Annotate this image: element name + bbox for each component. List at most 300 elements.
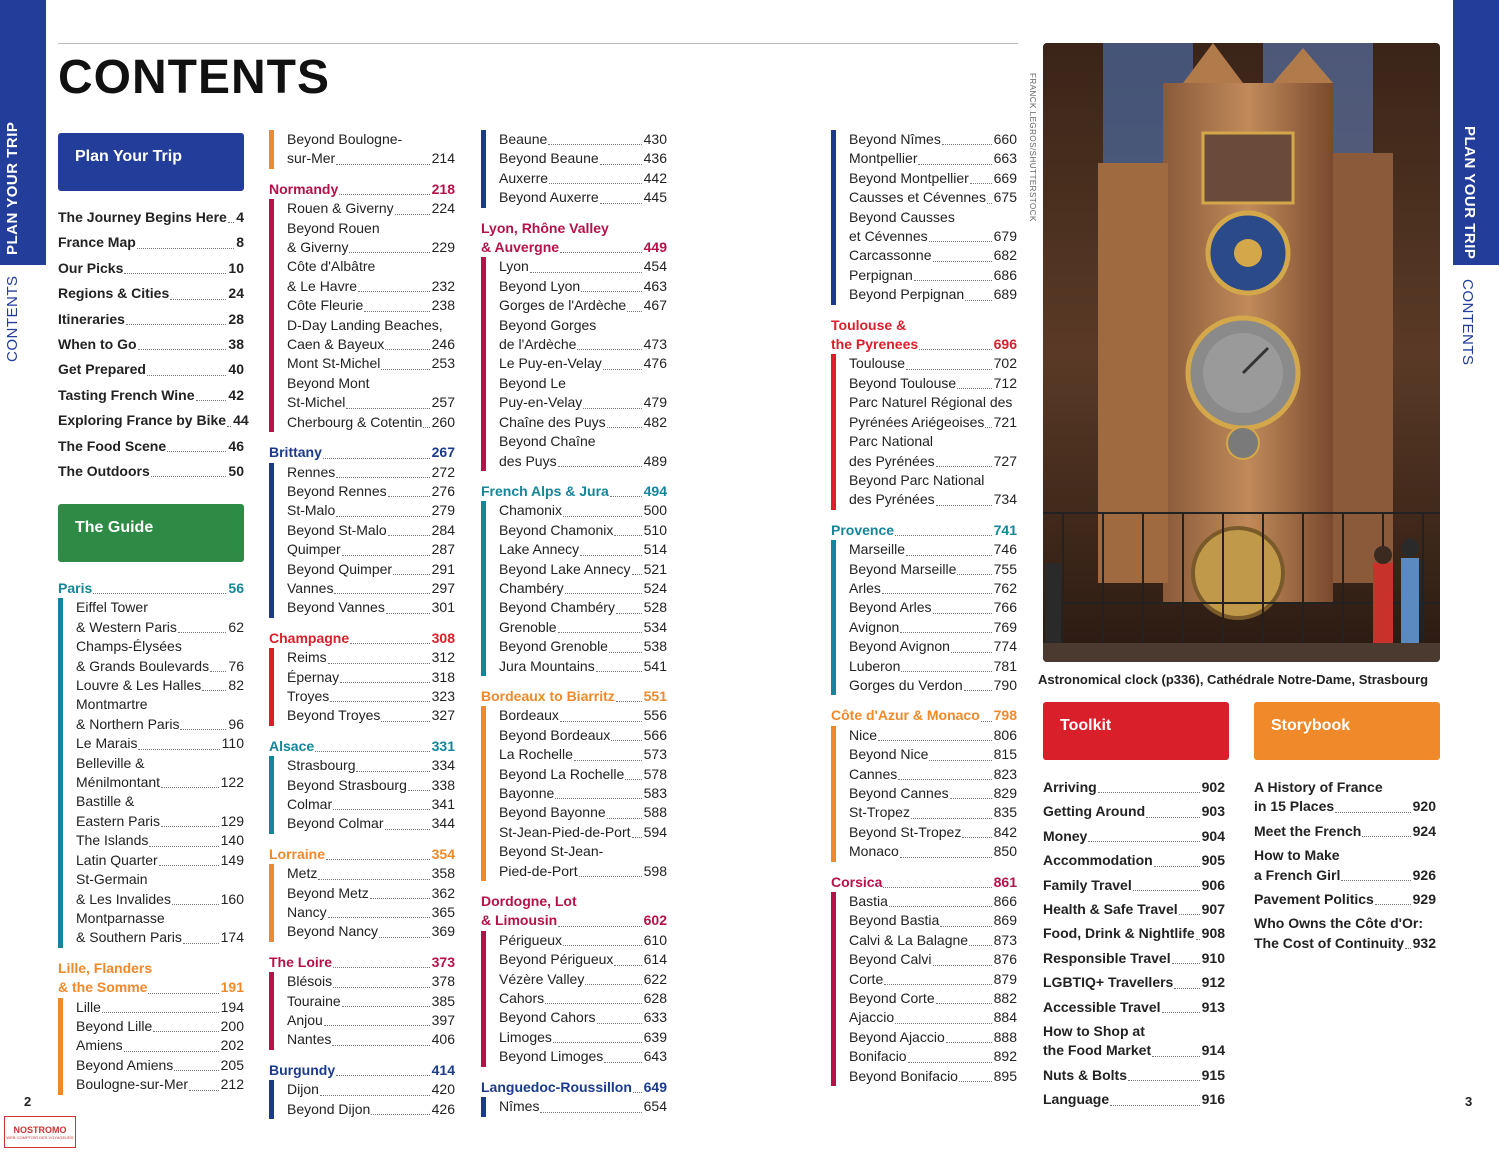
entry-title: Our Picks: [58, 259, 124, 276]
dot-leader: [936, 505, 992, 506]
entry-title: Vannes: [287, 579, 334, 596]
entry-title: Eastern Paris: [76, 812, 161, 829]
entry-title: St-Michel: [287, 394, 346, 411]
entry-page: 445: [643, 189, 667, 206]
entry-title: & Grands Boulevards: [76, 657, 210, 674]
toc-entry: [287, 354, 455, 373]
entry-page: 912: [1201, 974, 1225, 991]
storybook-box: [1254, 702, 1440, 760]
toc-group: [1043, 900, 1225, 919]
entry-page: 643: [643, 1048, 667, 1065]
entry-page: 823: [993, 765, 1017, 782]
dot-leader: [549, 183, 642, 184]
dot-leader: [324, 1025, 430, 1026]
section-entries: [831, 354, 1017, 509]
toc-entry: [287, 579, 455, 598]
toc-entry: [499, 130, 667, 149]
toc-entry: [499, 765, 667, 784]
entry-title: des Puys: [499, 452, 557, 469]
toc-entry: [76, 657, 244, 676]
entry-page: 430: [643, 131, 667, 147]
entry-title: Beyond Causses: [849, 208, 955, 225]
logo-tagline: WEB COMPTOIR DES VOYAGEURS: [6, 1135, 74, 1140]
dot-leader: [340, 682, 429, 683]
toc-entry: [849, 149, 1017, 168]
toc-section: [831, 316, 1017, 510]
entry-title: & Le Havre: [287, 277, 358, 294]
entry-title: Beyond Bonifacio: [849, 1067, 958, 1084]
entry-title: Regions & Cities: [58, 285, 170, 302]
entry-page: 28: [228, 310, 244, 327]
dot-leader: [1335, 812, 1410, 813]
entry-title: Beyond St-Jean-: [499, 843, 604, 860]
dot-leader: [585, 984, 641, 985]
entry-title: Accessible Travel: [1043, 998, 1161, 1015]
entry-page: 514: [643, 541, 667, 558]
section-heading: [269, 953, 455, 972]
toolkit-label: Toolkit: [1060, 717, 1112, 734]
toc-group: [1043, 1090, 1225, 1109]
toc-entry: [849, 540, 1017, 559]
dot-leader: [970, 183, 992, 184]
section-heading: [269, 1061, 455, 1080]
entry-title: Pyrénées Ariégeoises: [849, 413, 985, 430]
toc-group: [1043, 973, 1225, 992]
entry-page: 913: [1201, 998, 1225, 1015]
entry-title: Latin Quarter: [76, 851, 158, 868]
toc-entry: [287, 922, 455, 941]
entry-page: 686: [993, 266, 1017, 283]
toc-entry: [849, 354, 1017, 373]
entry-page: 679: [993, 228, 1017, 245]
section-entries: [831, 130, 1017, 305]
entry-page: 287: [431, 541, 455, 558]
dot-leader: [1146, 817, 1200, 818]
entry-page: 873: [993, 931, 1017, 948]
toc-entry: [1043, 998, 1225, 1017]
entry-page: 260: [431, 413, 455, 430]
toc-entry: [287, 795, 455, 814]
entry-page: 755: [993, 560, 1017, 577]
toc-group: [1043, 1066, 1225, 1085]
dot-leader: [172, 904, 219, 905]
dot-leader: [102, 1012, 219, 1013]
dot-leader: [878, 740, 992, 741]
toc-entry: [58, 233, 244, 252]
entry-title: Beyond Corte: [849, 990, 935, 1007]
entry-page: 467: [643, 297, 667, 314]
entry-title: Arriving: [1043, 779, 1097, 795]
section-entries: [269, 199, 455, 432]
toc-entry: [76, 851, 244, 870]
entry-title: Épernay: [287, 668, 340, 685]
entry-page: 385: [431, 992, 455, 1009]
entry-page: 257: [431, 394, 455, 411]
entry-page: 473: [643, 336, 667, 353]
toc-entry: [76, 715, 244, 734]
entry-title: Dordogne, Lot: [481, 893, 577, 910]
dot-leader: [356, 771, 429, 772]
entry-title: Beyond Troyes: [287, 707, 381, 724]
toc-section: [481, 130, 667, 208]
entry-page: 140: [220, 832, 244, 849]
toc-entry: [849, 892, 1017, 911]
entry-title: Cahors: [499, 990, 545, 1007]
dot-leader: [328, 663, 430, 664]
toc-entry: [287, 814, 455, 833]
dot-leader: [951, 652, 992, 653]
toc-group: [1043, 876, 1225, 895]
dot-leader: [178, 632, 227, 633]
toc-entry: [849, 490, 1017, 509]
toc-entry: [58, 335, 244, 354]
entry-page: 341: [431, 796, 455, 812]
section-entries: [58, 598, 244, 947]
toc-entry: [287, 668, 455, 687]
entry-title: Responsible Travel: [1043, 949, 1171, 966]
toc-entry: [499, 257, 667, 276]
entry-title: Causses et Cévennes: [849, 189, 986, 206]
toc-entry: [287, 482, 455, 501]
toc-entry: [499, 452, 667, 471]
dot-leader: [553, 1042, 642, 1043]
toc-section: [831, 873, 1017, 1086]
dot-leader: [137, 248, 234, 249]
entry-title: the Pyrenees: [831, 336, 919, 353]
dot-leader: [581, 291, 641, 292]
section-heading: [269, 443, 455, 462]
toc-entry: [76, 773, 244, 792]
entry-page: 397: [431, 1012, 455, 1029]
toc-entry: [1043, 973, 1225, 992]
section-heading: [831, 316, 1017, 335]
entry-title: Beyond Boulogne-: [287, 131, 403, 147]
dot-leader: [964, 690, 992, 691]
entry-title: Nantes: [287, 1031, 332, 1048]
entry-title: Bordeaux: [499, 707, 559, 724]
entry-title: Gorges de l'Ardèche: [499, 297, 627, 314]
guide-column-1: [58, 579, 244, 1095]
entry-title: & Western Paris: [76, 618, 177, 635]
entry-title: Côte d'Albâtre: [287, 258, 376, 275]
section-entries: [269, 648, 455, 726]
dot-leader: [884, 984, 991, 985]
dot-leader: [981, 721, 992, 722]
dot-leader: [957, 388, 991, 389]
section-entries: [269, 130, 455, 169]
entry-title: Toulouse: [849, 355, 906, 372]
entry-page: 110: [221, 735, 244, 752]
toc-entry: [499, 560, 667, 579]
entry-page: 312: [431, 649, 455, 666]
toc-group: [1254, 890, 1436, 909]
entry-title: La Rochelle: [499, 746, 573, 763]
entry-title: Champagne: [269, 629, 350, 646]
dot-leader: [882, 593, 992, 594]
toc-entry: [287, 776, 455, 795]
toc-entry: [76, 695, 244, 714]
entry-title: Beyond La Rochelle: [499, 765, 625, 782]
dot-leader: [336, 477, 429, 478]
entry-page: 10: [228, 259, 244, 276]
nostromo-logo: [4, 1116, 76, 1148]
entry-title: Côte Fleurie: [287, 297, 364, 314]
entry-title: Provence: [831, 521, 895, 538]
toc-entry: [499, 784, 667, 803]
entry-page: 696: [993, 336, 1017, 353]
dot-leader: [530, 272, 642, 273]
toc-entry: [58, 259, 244, 278]
dot-leader: [632, 837, 642, 838]
left-tab-label: PLAN YOUR TRIP: [4, 121, 21, 255]
entry-page: 929: [1412, 891, 1436, 908]
entry-title: Corsica: [831, 873, 883, 890]
toc-entry: [499, 931, 667, 950]
entry-page: 895: [993, 1067, 1017, 1084]
toc-entry: [499, 726, 667, 745]
entry-title: Lyon: [499, 258, 529, 275]
entry-page: 218: [431, 180, 455, 197]
entry-page: 232: [431, 277, 455, 294]
toc-entry: [76, 928, 244, 947]
entry-title: LGBTIQ+ Travellers: [1043, 974, 1174, 991]
entry-page: 267: [431, 444, 455, 461]
entry-title: Pied-de-Port: [499, 862, 578, 879]
entry-page: 46: [228, 437, 244, 454]
toc-entry: [499, 296, 667, 315]
dot-leader: [929, 760, 991, 761]
section-heading: [481, 892, 667, 911]
entry-title: & Limousin: [481, 912, 558, 929]
toc-entry: [499, 1008, 667, 1027]
dot-leader: [124, 273, 226, 274]
section-heading: [481, 911, 667, 930]
entry-title: Marseille: [849, 541, 906, 558]
dot-leader: [565, 593, 642, 594]
entry-title: Lake Annecy: [499, 541, 580, 558]
entry-title: Beyond Arles: [849, 599, 932, 616]
entry-title: Beyond Bordeaux: [499, 726, 611, 743]
toc-entry: [76, 1036, 244, 1055]
guide-column-2: [269, 130, 455, 1119]
toc-entry: [287, 540, 455, 559]
toc-entry: [1254, 797, 1436, 816]
toc-entry: [499, 374, 667, 393]
toc-entry: [1043, 851, 1225, 870]
dot-leader: [898, 779, 991, 780]
toc-entry: [849, 637, 1017, 656]
page-number-right: 3: [1465, 1094, 1473, 1109]
toc-entry: [58, 462, 244, 481]
entry-page: 669: [993, 169, 1017, 186]
section-entries: [269, 1080, 455, 1119]
entry-page: 297: [431, 579, 455, 596]
entry-page: 842: [993, 823, 1017, 840]
entry-title: Metz: [287, 865, 318, 882]
entry-title: Beyond Périgueux: [499, 951, 614, 968]
dot-leader: [607, 427, 642, 428]
entry-title: Luberon: [849, 657, 901, 674]
photo-caption: Astronomical clock (p336), Cathédrale Notre-Dame, Strasbourg: [1038, 672, 1429, 687]
toc-entry: [58, 360, 244, 379]
entry-page: 214: [431, 150, 455, 167]
dot-leader: [1375, 904, 1411, 905]
entry-page: 781: [993, 657, 1017, 674]
toc-entry: [499, 169, 667, 188]
toc-entry: [287, 992, 455, 1011]
entry-title: The Food Scene: [58, 437, 167, 454]
entry-page: 442: [643, 169, 667, 186]
dot-leader: [388, 496, 430, 497]
dot-leader: [558, 926, 641, 927]
dot-leader: [346, 408, 429, 409]
toc-entry: [1254, 778, 1436, 797]
entry-title: Strasbourg: [287, 757, 356, 774]
toc-entry: [499, 803, 667, 822]
storybook-list: [1254, 778, 1436, 958]
entry-title: Money: [1043, 827, 1088, 844]
entry-page: 42: [228, 386, 244, 403]
toc-entry: [499, 501, 667, 520]
entry-title: Colmar: [287, 796, 333, 812]
toc-section: [481, 1078, 667, 1117]
entry-page: 279: [431, 502, 455, 519]
dot-leader: [333, 987, 430, 988]
toc-entry: [1043, 827, 1225, 846]
entry-title: Beyond Amiens: [76, 1056, 174, 1073]
dot-leader: [610, 496, 642, 497]
section-heading: [481, 482, 667, 501]
toc-section: [481, 482, 667, 676]
dot-leader: [1196, 939, 1200, 940]
toc-entry: [1254, 890, 1436, 909]
entry-title: Amiens: [76, 1037, 123, 1054]
dot-leader: [883, 887, 991, 888]
toc-entry: [287, 560, 455, 579]
entry-page: 815: [993, 746, 1017, 763]
entry-title: The Outdoors: [58, 463, 150, 480]
toc-entry: [287, 374, 455, 393]
entry-page: 622: [643, 970, 667, 987]
dot-leader: [336, 1075, 430, 1076]
entry-title: Chamonix: [499, 502, 563, 519]
entry-page: 494: [643, 482, 667, 499]
entry-page: 727: [993, 452, 1017, 469]
entry-page: 373: [431, 953, 455, 970]
toc-entry: [849, 393, 1017, 412]
toc-entry: [849, 227, 1017, 246]
entry-page: 689: [993, 286, 1017, 303]
entry-page: 291: [431, 560, 455, 577]
entry-title: Accommodation: [1043, 852, 1153, 869]
entry-page: 850: [993, 843, 1017, 860]
entry-page: 915: [1201, 1066, 1225, 1083]
dot-leader: [138, 349, 227, 350]
toc-entry: [1254, 866, 1436, 885]
toc-entry: [287, 238, 455, 257]
entry-page: 238: [431, 297, 455, 314]
entry-title: St-Jean-Pied-de-Port: [499, 823, 631, 840]
dot-leader: [174, 1070, 218, 1071]
dot-leader: [987, 203, 992, 204]
photo-credit: FRANCK LEGROS/SHUTTERSTOCK: [1028, 73, 1037, 222]
entry-page: 721: [993, 413, 1017, 430]
dot-leader: [395, 214, 430, 215]
toc-entry: [287, 257, 455, 276]
entry-title: Beyond Strasbourg: [287, 776, 407, 793]
entry-page: 436: [643, 150, 667, 167]
toolkit-list: [1043, 778, 1225, 1115]
toc-entry: [499, 1097, 667, 1116]
entry-title: Beyond Mont: [287, 374, 370, 391]
dot-leader: [147, 375, 226, 376]
entry-title: The Loire: [269, 953, 333, 970]
dot-leader: [901, 671, 991, 672]
toc-entry: [1043, 1041, 1225, 1060]
dot-leader: [914, 280, 992, 281]
entry-title: Bastille &: [76, 793, 135, 810]
entry-page: 521: [643, 560, 667, 577]
entry-title: Beyond St-Tropez: [849, 823, 962, 840]
entry-page: 8: [236, 234, 244, 251]
entry-title: Normandy: [269, 180, 339, 197]
entry-page: 835: [993, 804, 1017, 821]
entry-title: Beyond Marseille: [849, 560, 957, 577]
entry-page: 323: [431, 687, 455, 704]
entry-title: Parc National: [849, 433, 934, 450]
entry-page: 762: [993, 579, 1017, 596]
entry-page: 528: [643, 599, 667, 616]
toc-entry: [1254, 934, 1436, 953]
toc-entry: [76, 831, 244, 850]
toolkit-box: [1043, 702, 1229, 760]
entry-page: 76: [228, 657, 244, 674]
entry-title: Toulouse &: [831, 316, 907, 333]
entry-title: & Northern Paris: [76, 715, 180, 732]
entry-page: 463: [643, 277, 667, 294]
toc-group: [1254, 822, 1436, 841]
entry-title: Exploring France by Bike: [58, 412, 227, 429]
dot-leader: [540, 1112, 641, 1113]
dot-leader: [350, 643, 430, 644]
entry-page: 876: [993, 951, 1017, 968]
entry-title: Who Owns the Côte d'Or:: [1254, 915, 1423, 932]
dot-leader: [342, 1006, 430, 1007]
toc-entry: [849, 1047, 1017, 1066]
section-entries: [831, 726, 1017, 862]
entry-page: 660: [993, 131, 1017, 147]
dot-leader: [614, 965, 641, 966]
entry-title: Paris: [58, 580, 93, 596]
entry-page: 202: [220, 1037, 244, 1054]
dot-leader: [1152, 1056, 1200, 1057]
section-heading: [481, 238, 667, 257]
entry-title: Touraine: [287, 992, 341, 1009]
entry-title: & the Somme: [58, 979, 148, 996]
entry-title: Beyond Rouen: [287, 219, 380, 236]
entry-page: 272: [431, 463, 455, 480]
dot-leader: [330, 701, 429, 702]
toc-entry: [76, 1056, 244, 1075]
entry-title: The Islands: [76, 832, 149, 849]
entry-title: Monaco: [849, 843, 899, 860]
dot-leader: [627, 311, 641, 312]
toc-entry: [849, 432, 1017, 451]
toc-entry: [849, 657, 1017, 676]
entry-page: 598: [643, 862, 667, 879]
toc-section: [831, 130, 1017, 305]
toc-group: [1043, 778, 1225, 797]
